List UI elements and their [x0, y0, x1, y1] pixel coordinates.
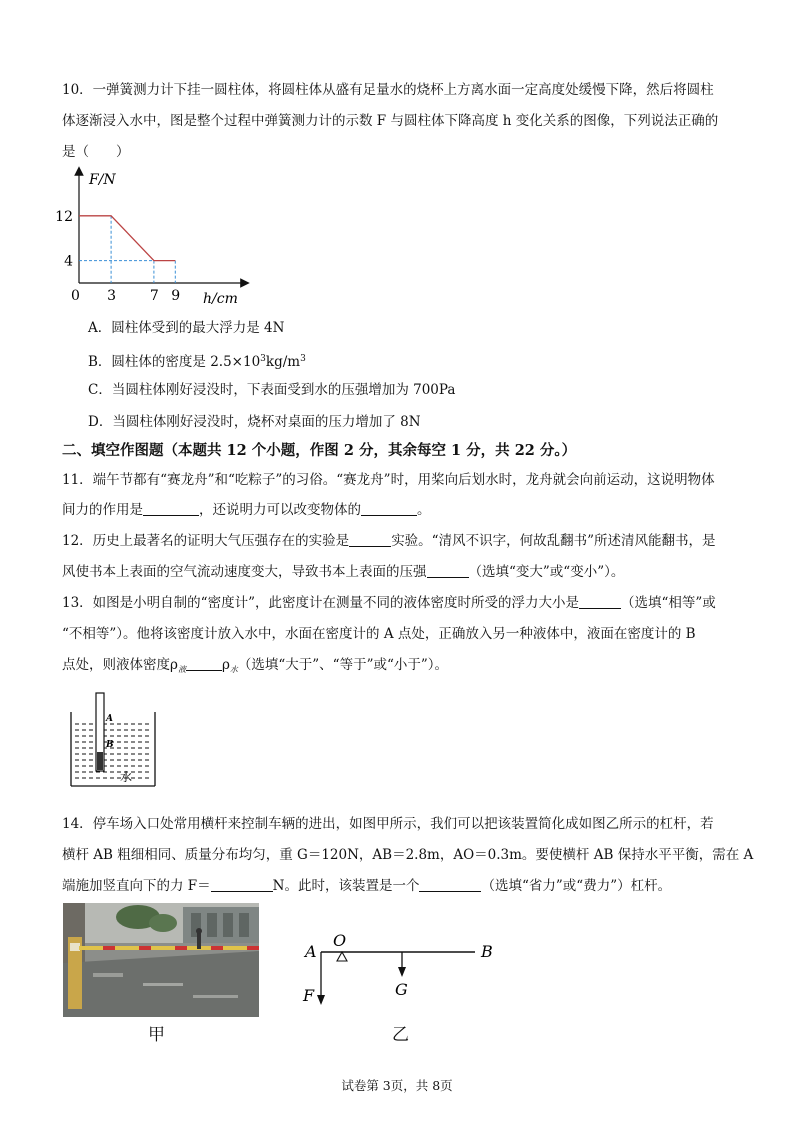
q14-line-3: 端施加竖直向下的力 F＝ N。此时，该装置是一个 （选填“省力”或“费力”）杠杆。 — [62, 878, 672, 894]
water-surface — [75, 724, 149, 778]
page-footer: 试卷第 3页，共 8页 — [341, 1078, 453, 1093]
x-axis-label: h/cm — [203, 291, 238, 307]
x-tick-3: 3 — [107, 288, 117, 304]
q10-option-c: C．当圆柱体刚好浸没时，下表面受到水的压强增加为 700Pa — [88, 382, 456, 398]
x-tick-7: 7 — [149, 288, 159, 304]
y-tick-4: 4 — [64, 253, 73, 270]
densimeter-label-b: B — [106, 740, 114, 750]
section-2-heading: 二、填空作图题（本题共 12 个小题，作图 2 分，其余每空 1 分，共 22 分。） — [62, 442, 577, 459]
densimeter-figure — [68, 690, 158, 790]
q14-line-2: 横杆 AB 粗细相同、质量分布均匀，重 G＝120N，AB＝2.8m，AO＝0.3m。要使横杆 AB 保持水平平衡，需在 A — [62, 847, 754, 863]
lever-label-f: F — [303, 986, 315, 1005]
q13-line-1: 13．如图是小明自制的“密度计”，此密度计在测量不同的液体密度时所受的浮力大小是 （选填“相等”或 — [62, 595, 716, 611]
q10-line-2: 体逐渐浸入水中，图是整个过程中弹簧测力计的示数 F 与圆柱体下降高度 h 变化关系的图像，下列说法正确的 — [62, 113, 719, 129]
q14-line-1: 14．停车场入口处常用横杆来控制车辆的进出，如图甲所示，我们可以把该装置简化成如图乙所示的杠杆，若 — [62, 816, 714, 832]
q11-line-1: 11．端午节都有“赛龙舟”和“吃粽子”的习俗。“赛龙舟”时，用桨向后划水时，龙舟就会向前运动，这说明物体 — [62, 472, 715, 488]
q10-option-b: B．圆柱体的密度是 $2.5\times 10^3kg/m^3$ — [88, 354, 306, 370]
q12-line-1: 12．历史上最著名的证明大气压强存在的实验是 实验。“清风不识字，何故乱翻书”所述清风能翻书，是 — [62, 533, 716, 549]
q13-line-2: “不相等”）。他将该密度计放入水中，水面在密度计的 A 点处，正确放入另一种液体中，液面在密度计的 B — [62, 626, 696, 642]
q12-line-2: 风使书本上表面的空气流动速度变大，导致书本上表面的压强 （选填“变大”或“变小”）。 — [62, 564, 625, 580]
series-line — [79, 216, 175, 261]
q12-blank-1[interactable] — [349, 532, 391, 547]
q10-option-a: A．圆柱体受到的最大浮力是 4N — [88, 320, 285, 336]
caption-jia: 甲 — [148, 1025, 165, 1045]
q13-line-3: 点处，则液体密度$\rho_液$ $\rho_水$（选填“大于”、“等于”或“小于”）。 — [62, 657, 449, 674]
lever-label-o: O — [333, 931, 347, 950]
q11-blank-1[interactable] — [143, 501, 199, 516]
q11-line-2: 间力的作用是 ，还说明力可以改变物体的 。 — [62, 502, 431, 518]
q10-line-3: 是（ ） — [62, 144, 130, 160]
lever-label-g: G — [395, 980, 408, 999]
parking-gate-photo — [63, 903, 259, 1017]
q12-blank-2[interactable] — [427, 563, 469, 578]
x-tick-0: 0 — [71, 288, 80, 304]
y-tick-12: 12 — [55, 208, 73, 225]
q10-line-1: 10．一弹簧测力计下挂一圆柱体，将圆柱体从盛有足量水的烧杯上方离水面一定高度处缓慢下降，然后将圆柱 — [62, 82, 714, 98]
q13-blank-1[interactable] — [579, 594, 621, 609]
q14-blank-2[interactable] — [419, 877, 481, 892]
densimeter-label-a: A — [106, 714, 113, 724]
x-tick-9: 9 — [171, 288, 181, 304]
water-label: 水 — [120, 770, 133, 784]
force-height-chart — [55, 165, 255, 310]
q14-blank-1[interactable] — [211, 877, 273, 892]
caption-yi: 乙 — [392, 1025, 409, 1045]
lever-label-a: A — [305, 942, 317, 961]
q10-option-d: D．当圆柱体刚好浸没时，烧杯对桌面的压力增加了 8N — [88, 414, 421, 430]
lever-label-b: B — [481, 942, 493, 961]
q13-blank-2[interactable] — [186, 656, 222, 671]
y-axis-label: F/N — [89, 172, 116, 188]
q11-blank-2[interactable] — [361, 501, 417, 516]
